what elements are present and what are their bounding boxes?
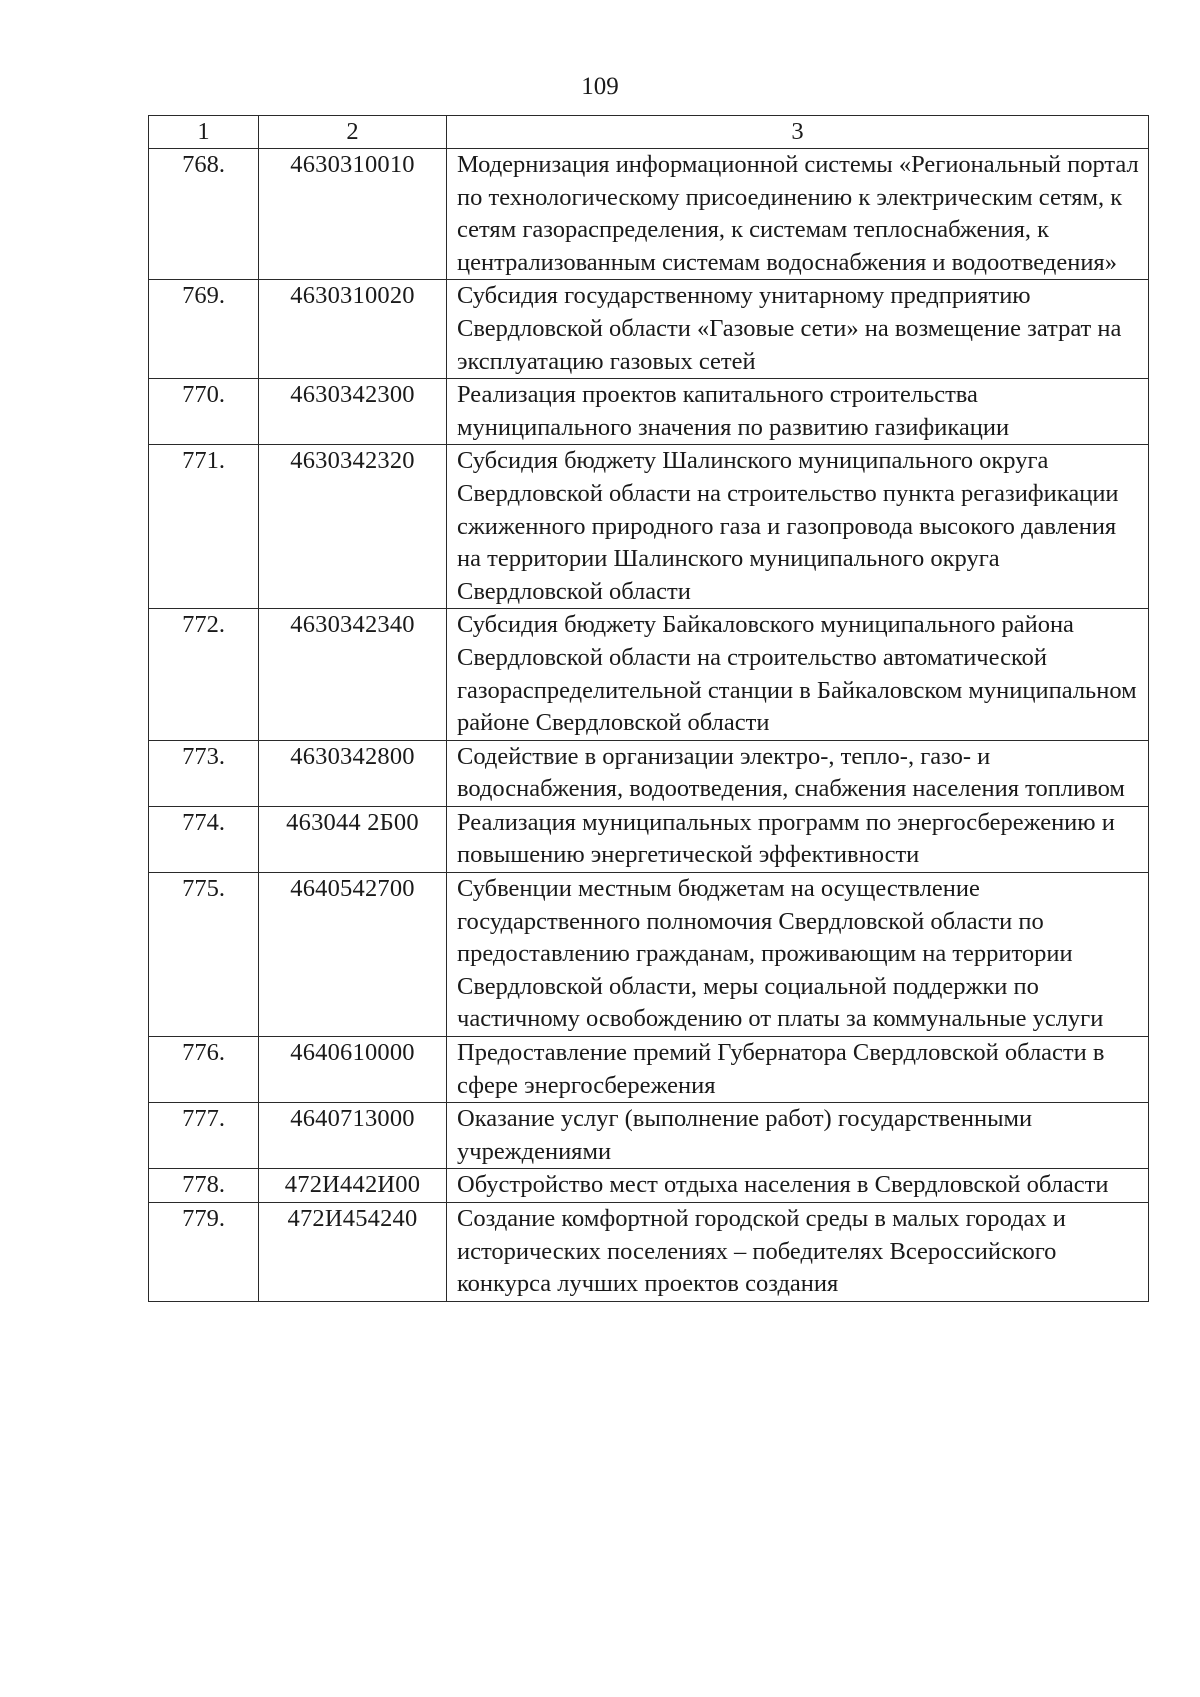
table-row — [149, 1203, 1149, 1302]
row-number: 768. — [149, 149, 259, 280]
table-row — [149, 379, 1149, 445]
row-description: Субсидия государственному унитарному предприятию Свердловской области «Газовые сети» на возмещение затрат на эксплуатацию газовых сетей — [447, 280, 1149, 379]
row-code: 4630310020 — [259, 280, 447, 379]
row-number: 776. — [149, 1037, 259, 1103]
row-code: 463044 2Б00 — [259, 806, 447, 872]
table-row — [149, 873, 1149, 1037]
row-number: 774. — [149, 806, 259, 872]
row-number: 775. — [149, 873, 259, 1037]
row-number: 778. — [149, 1169, 259, 1203]
budget-codes-table — [148, 115, 1149, 1302]
row-description: Субсидия бюджету Шалинского муниципального округа Свердловской области на строительство пункта регазификации сжиженного природного газа и газопровода высокого давления на территории Шалинского муниципального округа Свердловской области — [447, 445, 1149, 609]
row-code: 4640713000 — [259, 1103, 447, 1169]
row-code: 4630342300 — [259, 379, 447, 445]
table-row — [149, 149, 1149, 280]
column-header-3: 3 — [447, 116, 1149, 149]
row-number: 779. — [149, 1203, 259, 1302]
row-description: Субвенции местным бюджетам на осуществление государственного полномочия Свердловской области по предоставлению гражданам, проживающим на территории Свердловской области, меры социальной поддержки по частичному освобождению от платы за коммунальные услуги — [447, 873, 1149, 1037]
row-description: Модернизация информационной системы «Региональный портал по технологическому присоединению к электрическим сетям, к сетям газораспределения, к системам теплоснабжения, к централизованным системам водоснабжения и водоотведения» — [447, 149, 1149, 280]
row-description: Субсидия бюджету Байкаловского муниципального района Свердловской области на строительство автоматической газораспределительной станции в Байкаловском муниципальном районе Свердловской области — [447, 609, 1149, 740]
column-header-1: 1 — [149, 116, 259, 149]
row-description: Реализация проектов капитального строительства муниципального значения по развитию газификации — [447, 379, 1149, 445]
row-description: Предоставление премий Губернатора Свердловской области в сфере энергосбережения — [447, 1037, 1149, 1103]
table-row — [149, 1037, 1149, 1103]
row-code: 4630342340 — [259, 609, 447, 740]
row-code: 4630310010 — [259, 149, 447, 280]
table-header-row — [149, 116, 1149, 149]
table-row — [149, 445, 1149, 609]
row-code: 4630342800 — [259, 740, 447, 806]
row-description: Содействие в организации электро-, тепло-, газо- и водоснабжения, водоотведения, снабжения населения топливом — [447, 740, 1149, 806]
row-number: 773. — [149, 740, 259, 806]
row-code: 4640610000 — [259, 1037, 447, 1103]
column-header-2: 2 — [259, 116, 447, 149]
row-number: 771. — [149, 445, 259, 609]
row-description: Оказание услуг (выполнение работ) государственными учреждениями — [447, 1103, 1149, 1169]
row-number: 772. — [149, 609, 259, 740]
row-description: Создание комфортной городской среды в малых городах и исторических поселениях – победителях Всероссийского конкурса лучших проектов создания — [447, 1203, 1149, 1302]
table-row — [149, 280, 1149, 379]
budget-codes-table-wrap — [148, 115, 1148, 1302]
page-number: 109 — [581, 73, 619, 100]
table-row — [149, 1169, 1149, 1203]
table-row — [149, 740, 1149, 806]
row-description: Реализация муниципальных программ по энергосбережению и повышению энергетической эффективности — [447, 806, 1149, 872]
row-code: 472И442И00 — [259, 1169, 447, 1203]
table-row — [149, 609, 1149, 740]
table-row — [149, 1103, 1149, 1169]
row-number: 770. — [149, 379, 259, 445]
row-description: Обустройство мест отдыха населения в Свердловской области — [447, 1169, 1149, 1203]
row-code: 4630342320 — [259, 445, 447, 609]
row-code: 472И454240 — [259, 1203, 447, 1302]
row-code: 4640542700 — [259, 873, 447, 1037]
table-row — [149, 806, 1149, 872]
row-number: 769. — [149, 280, 259, 379]
row-number: 777. — [149, 1103, 259, 1169]
